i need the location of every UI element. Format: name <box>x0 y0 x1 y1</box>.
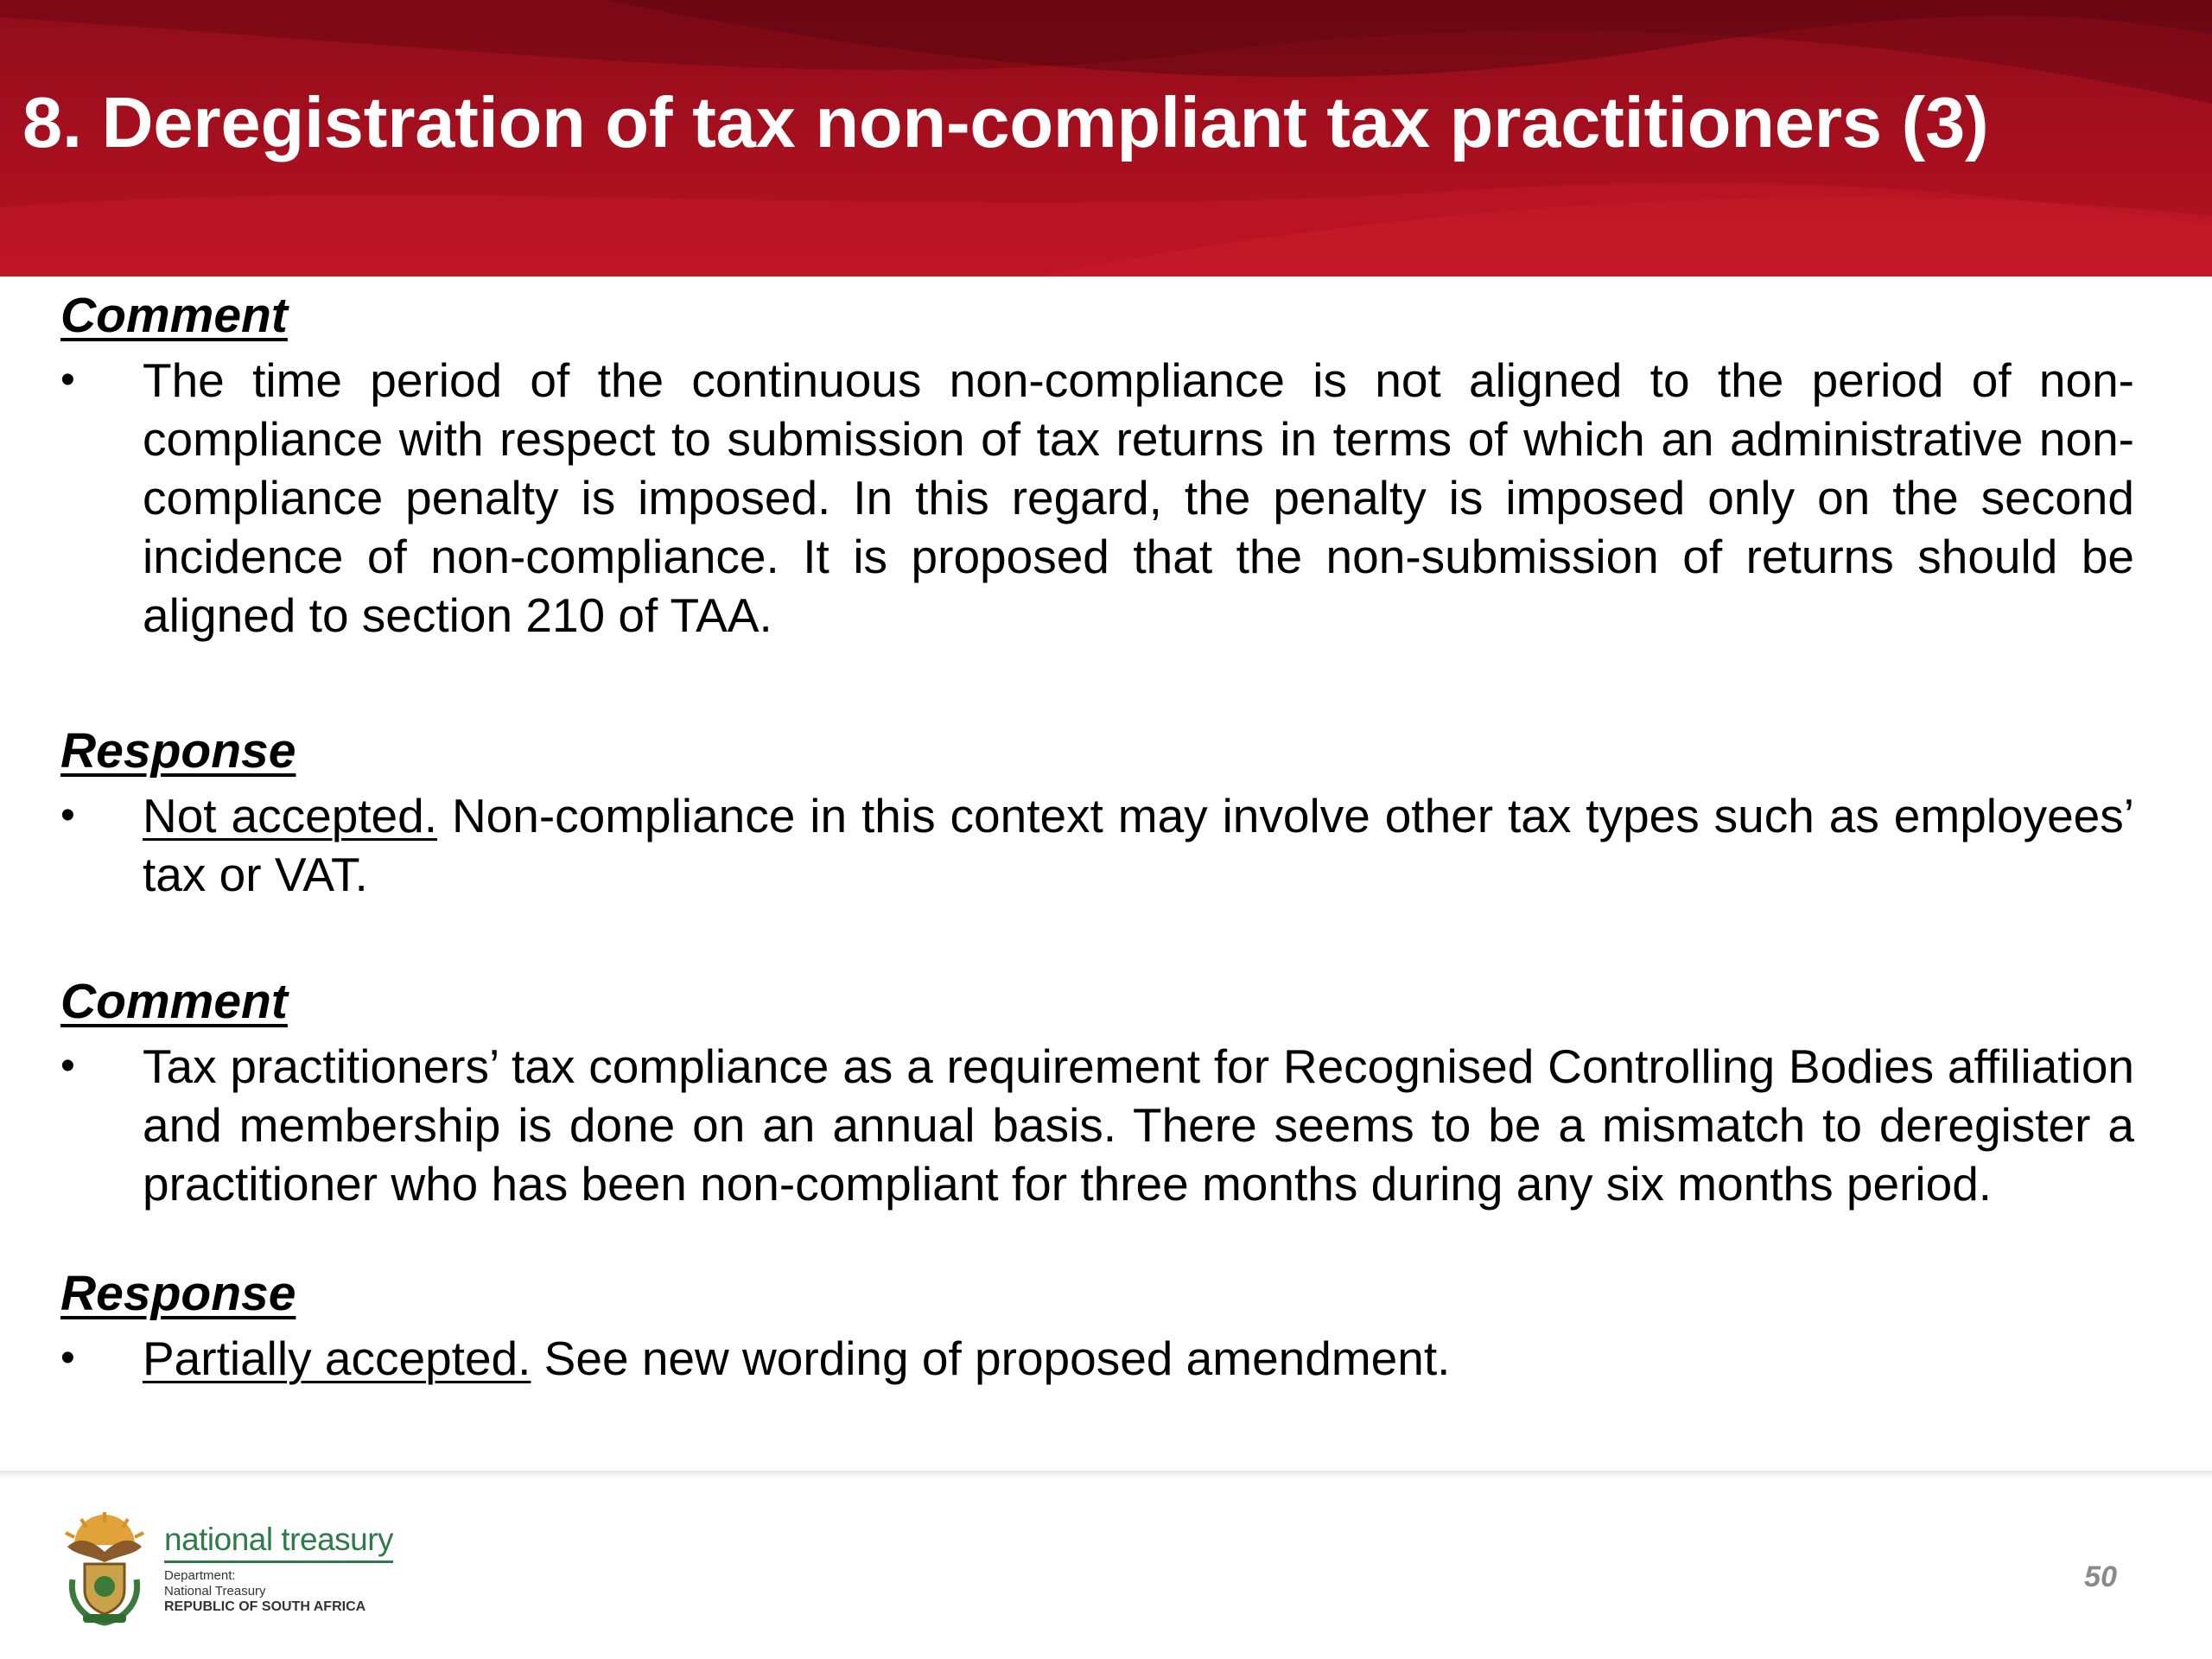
comment-text: Tax practitioners’ tax compliance as a requirement for Recognised Controlling Bodies affiliation and membership is done on an annual basis. There seems to be a mismatch to deregister a practitioner who has been non-compliant for three months during any six months period. <box>143 1039 2134 1211</box>
bullet-marker: • <box>60 1335 75 1381</box>
national-treasury-brand <box>164 1522 393 1615</box>
response-verdict: Not accepted. <box>143 789 438 842</box>
response-verdict: Partially accepted. <box>143 1332 531 1385</box>
footer-divider <box>0 1471 2212 1479</box>
response-text: See new wording of proposed amendment. <box>531 1332 1451 1385</box>
brand-department-label: Department: <box>164 1568 236 1583</box>
brand-country: REPUBLIC OF SOUTH AFRICA <box>164 1599 366 1614</box>
response-heading: Response <box>60 723 296 779</box>
header-banner <box>0 0 2212 276</box>
bullet-marker: • <box>60 1043 75 1089</box>
brand-department-name: National Treasury <box>164 1584 266 1599</box>
page-number: 50 <box>2084 1560 2117 1593</box>
comment-text: The time period of the continuous non-compliance is not aligned to the period of non-compliance with respect to submission of tax returns in terms of which an administrative non-compliance penalty is imposed. In this regard, the penalty is imposed only on the second incidence of non-compliance. It is proposed that the non-submission of returns should be aligned to section 210 of TAA. <box>143 353 2134 642</box>
response-bullet-item <box>60 1329 2134 1388</box>
slide-content <box>60 285 2134 1388</box>
response-heading: Response <box>60 1266 296 1321</box>
response-text: Non-compliance in this context may involve other tax types such as employees’ tax or VAT. <box>143 789 2134 901</box>
bullet-marker: • <box>60 792 75 838</box>
comment-bullet-item <box>60 1037 2134 1213</box>
comment-heading: Comment <box>60 288 288 343</box>
comment-heading: Comment <box>60 974 288 1029</box>
bullet-marker: • <box>60 357 75 403</box>
comment-bullet-item <box>60 351 2134 645</box>
coat-of-arms-icon <box>57 1510 152 1627</box>
response-bullet-item <box>60 786 2134 904</box>
slide-title: 8. Deregistration of tax non-compliant tax practitioners (3) <box>22 82 1989 162</box>
brand-name: national treasury <box>164 1522 393 1563</box>
